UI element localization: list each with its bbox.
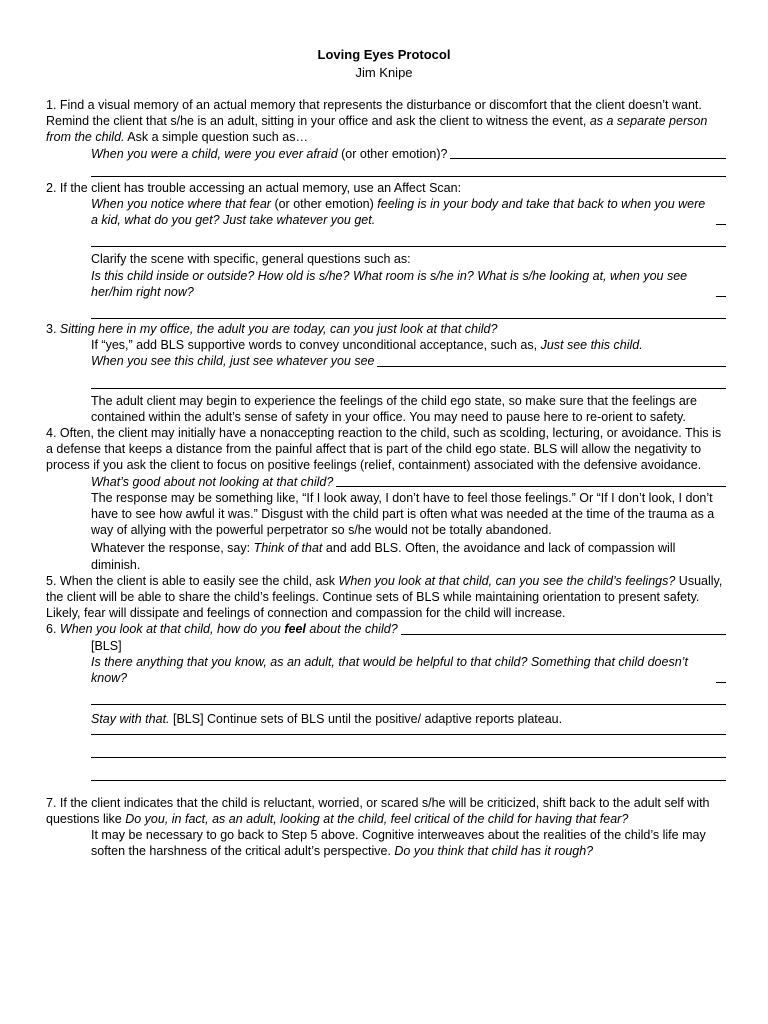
step-4-question: What’s good about not looking at that child? bbox=[46, 474, 726, 490]
step-4 bbox=[46, 425, 726, 573]
document-author: Jim Knipe bbox=[355, 65, 413, 80]
step-4-intro: 4. Often, the client may initially have a nonaccepting reaction to the child, such as scolding, lecturing, or avoidance. This is a defense that keeps a distance from the painful affect that is part of the child ego state. BLS will allow the negativity to process if you ask the client to focus on positive feelings (relief, containment) associated with the defensive avoidance. bbox=[46, 426, 722, 473]
step-5 bbox=[46, 573, 726, 622]
step-6-stay: Stay with that. [BLS] Continue sets of BLS until the positive/ adaptive reports plateau. bbox=[91, 712, 563, 727]
answer-line[interactable] bbox=[377, 366, 726, 367]
step-2-scene-questions: Is this child inside or outside? How old is s/he? What room is s/he in? What is s/he looking at, when you see her/him right now? bbox=[46, 268, 726, 300]
document-title: Loving Eyes Protocol bbox=[317, 47, 451, 62]
step-7-text: 7. If the client indicates that the child is reluctant, worried, or scared s/he will be criticized, shift back to the adult self with questions like Do you, in fact, as an adult, looking at the child, feel critical of the child for having that fear? bbox=[46, 795, 710, 826]
step-6-question: 6. When you look at that child, how do you feel about the child? bbox=[46, 621, 726, 637]
step-3-adult-note: The adult client may begin to experience the feelings of the child ego state, so make sure that the feelings are contained within the adult’s sense of safety in your office. You may need to pause here to re-orient to safety. bbox=[91, 393, 697, 424]
step-4-whatever: Whatever the response, say: Think of that and add BLS. Often, the avoidance and lack of compassion will diminish. bbox=[91, 541, 676, 572]
step-6-bls: [BLS] bbox=[91, 638, 122, 653]
answer-line[interactable] bbox=[91, 176, 726, 177]
answer-line[interactable] bbox=[716, 682, 726, 683]
step-1-question: When you were a child, were you ever afraid (or other emotion)? bbox=[46, 146, 726, 162]
step-3-see-question: When you see this child, just see whatever you see bbox=[46, 353, 726, 369]
step-5-text: 5. When the client is able to easily see the child, ask When you look at that child, can you see the child’s feelings? Usually, the client will be able to share the child’s feelings. Continue sets of BLS while maintaining orientation to present safety. Likely, fear will dissipate and feelings of connection and compassion for the child will increase. bbox=[46, 573, 723, 621]
step-4-response: The response may be something like, “If I look away, I don’t have to feel those feelings.” Or “If I don’t look, I don’t have to see how awful it was.” Disgust with the child part is often what was needed at the time of the trauma as a way of allying with the powerful perpetrator so s/he would not be totally abandoned. bbox=[91, 490, 715, 538]
step-7 bbox=[46, 795, 726, 860]
step-6 bbox=[46, 621, 726, 780]
answer-line[interactable] bbox=[716, 224, 726, 225]
answer-line[interactable] bbox=[336, 486, 726, 487]
answer-line[interactable] bbox=[401, 634, 726, 635]
step-2-clarify: Clarify the scene with specific, general questions such as: bbox=[91, 252, 411, 267]
step-1 bbox=[46, 97, 726, 177]
protocol-body bbox=[46, 97, 726, 859]
answer-line[interactable] bbox=[450, 158, 726, 159]
step-6-helpful-question: Is there anything that you know, as an adult, that would be helpful to that child? Something that child doesn’t know? bbox=[46, 654, 726, 686]
step-1-text: 1. Find a visual memory of an actual memory that represents the disturbance or discomfort that the client doesn’t want. Remind the client that s/he is an adult, sitting in your office and ask the client to witness the event, as a separate person from the child. Ask a simple question such as… bbox=[46, 98, 708, 145]
answer-line[interactable] bbox=[716, 296, 726, 297]
step-3-yes-response: If “yes,” add BLS supportive words to convey unconditional acceptance, such as, Just see this child. bbox=[91, 338, 643, 353]
step-2-affect-scan-question: When you notice where that fear (or other emotion) feeling is in your body and take that back to when you were a kid, what do you get? Just take whatever you get. bbox=[46, 196, 726, 228]
step-3 bbox=[46, 321, 726, 425]
step-3-question: 3. Sitting here in my office, the adult you are today, can you just look at that child? bbox=[46, 322, 498, 337]
answer-line[interactable] bbox=[91, 780, 726, 781]
step-2-intro: 2. If the client has trouble accessing an actual memory, use an Affect Scan: bbox=[46, 180, 462, 195]
step-7-note: It may be necessary to go back to Step 5 above. Cognitive interweaves about the realities of the child’s life may soften the harshness of the critical adult’s perspective. Do you think that child has it rough? bbox=[91, 827, 706, 859]
step-2 bbox=[46, 180, 726, 319]
answer-line[interactable] bbox=[91, 318, 726, 319]
